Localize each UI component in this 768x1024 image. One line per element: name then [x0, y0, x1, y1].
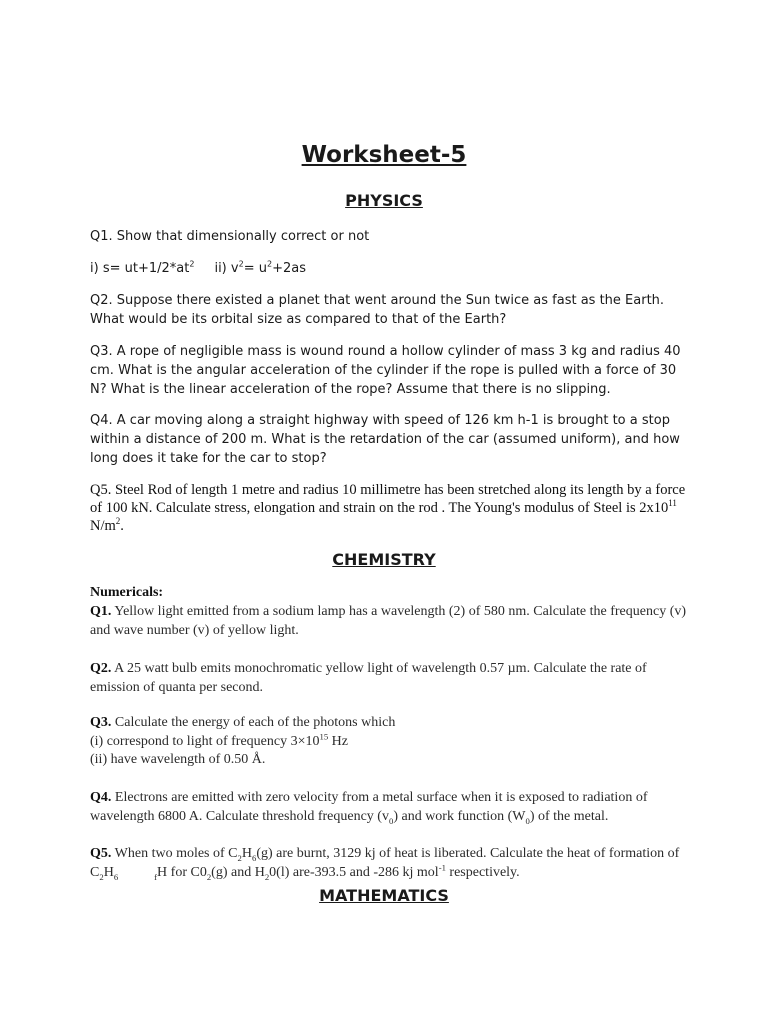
numericals-label: Numericals:	[90, 585, 164, 600]
chemistry-q3: Q3. Calculate the energy of each of the photons which (i) correspond to light of frequency $3\times 10^{15}$ Hz (ii) have wavelength of 0.50 Å.	[90, 715, 396, 767]
equation-1: i) $s= ut+1/2*at^2$	[90, 259, 195, 276]
physics-q3: Q3. A rope of negligible mass is wound round a hollow cylinder of mass 3 kg and radius 40 cm. What is the angular acceleration of the cylinder if the rope is pulled with a force of 30 N? What is the linear acceleration of the rope? Assume that there is no slipping.	[90, 344, 681, 397]
worksheet-title: Worksheet-5	[301, 142, 467, 168]
chemistry-q1: Q1. Yellow light emitted from a sodium lamp has a wavelength (2) of 580 nm. Calculate the frequency (v) and wave number (v) of yellow light.	[90, 604, 687, 638]
chemistry-heading: CHEMISTRY	[332, 550, 436, 569]
physics-q2: Q2. Suppose there existed a planet that went around the Sun twice as fast as the Earth. What would be its orbital size as compared to that of the Earth?	[90, 293, 665, 327]
equation-2: ii) $v^2= u^2+2as$	[214, 259, 306, 276]
mathematics-heading: MATHEMATICS	[319, 886, 449, 905]
chemistry-q5: Q5. When two moles of $C_2H_6(g)$ are burnt, 3129 kj of heat is liberated. Calculate the heat of formation of $C_2H_6$ $_f$H for $C0_2(g)$ and $H_20(l)$ are-393.5 and -286 kj mol$^{-1}$ respectively.	[90, 846, 680, 882]
chemistry-q4: Q4. Electrons are emitted with zero velocity from a metal surface when it is exposed to radiation of wavelength 6800 A. Calculate threshold frequency $(v_0)$ and work function $(W_0)$ of the metal.	[90, 790, 648, 826]
chemistry-q2: Q2. A 25 watt bulb emits monochromatic yellow light of wavelength 0.57 µm. Calculate the rate of emission of quanta per second.	[90, 661, 647, 695]
physics-q4: Q4. A car moving along a straight highway with speed of 126 km h-1 is brought to a stop within a distance of 200 m. What is the retardation of the car (assumed uniform), and how long does it take for the car to stop?	[90, 413, 680, 466]
physics-q5: Q5. Steel Rod of length 1 metre and radius 10 millimetre has been stretched along its length by a force of 100 kN. Calculate stress, elongation and strain on the rod . The Young's modulus of Steel is $2x10^{11}$ $N/m^2$.	[90, 482, 686, 534]
physics-q1-equations	[90, 259, 690, 278]
physics-q1: Q1. Show that dimensionally correct or not	[90, 229, 370, 244]
physics-heading: PHYSICS	[345, 191, 423, 210]
